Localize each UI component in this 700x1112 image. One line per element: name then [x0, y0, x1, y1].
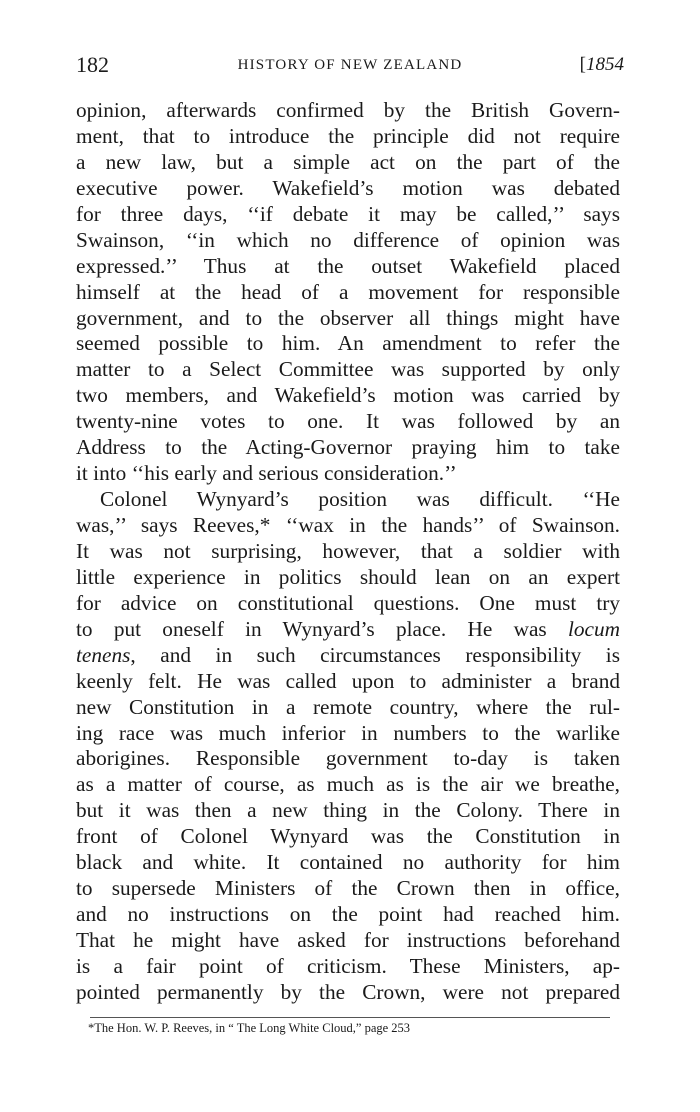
text-line: government, and to the observer all things might have	[76, 305, 620, 330]
year: 1854	[586, 54, 624, 75]
text-line: little experience in politics should lean on an expert	[76, 564, 620, 589]
text-line: himself at the head of a movement for responsible	[76, 279, 620, 304]
text-segment: to put oneself in Wynyard’s place. He was	[76, 616, 568, 641]
text-line: it into ‘‘his early and serious consideration.’’	[76, 461, 457, 486]
text-line: is a fair point of criticism. These Ministers, ap-	[76, 953, 620, 978]
text-line: but it was then a new thing in the Colony. There in	[76, 798, 620, 823]
body-text	[76, 98, 620, 1006]
text-line: executive power. Wakefield’s motion was debated	[76, 175, 620, 200]
footnote-divider	[90, 1017, 610, 1018]
page-number: 182	[76, 52, 109, 77]
text-line: keenly felt. He was called upon to administer a brand	[76, 668, 620, 693]
text-line: ing race was much inferior in numbers to the warlike	[76, 720, 620, 745]
year-bracket: [	[579, 54, 586, 75]
text-line: opinion, afterwards confirmed by the British Govern-	[76, 98, 620, 122]
text-line: seemed possible to him. An amendment to refer the	[76, 331, 620, 356]
text-line: Address to the Acting-Governor praying him to take	[76, 435, 620, 460]
italic-tenens: tenens	[76, 642, 131, 667]
text-line: black and white. It contained no authority for him	[76, 850, 620, 875]
italic-locum: locum	[567, 616, 620, 641]
text-line-with-italic	[76, 643, 620, 669]
text-line: Swainson, ‘‘in which no difference of opinion was	[76, 227, 620, 252]
page-header	[76, 52, 624, 86]
text-line: and no instructions on the point had reached him.	[76, 902, 620, 927]
text-line: twenty-nine votes to one. It was followed by an	[76, 409, 620, 434]
paragraph-start-line: Colonel Wynyard’s position was difficult. ‘‘He	[100, 487, 620, 512]
text-line: That he might have asked for instructions beforehand	[76, 928, 620, 952]
text-line: aborigines. Responsible government to-day is taken	[76, 746, 620, 771]
text-line: It was not surprising, however, that a soldier with	[76, 538, 620, 563]
text-line-with-italic	[76, 617, 620, 643]
footnote: *The Hon. W. P. Reeves, in “ The Long White Cloud,” page 253	[88, 1021, 411, 1035]
text-line: matter to a Select Committee was supported by only	[76, 357, 620, 382]
text-line: to supersede Ministers of the Crown then in office,	[76, 876, 620, 901]
text-line: for advice on constitutional questions. One must try	[76, 590, 620, 615]
running-title: HISTORY OF NEW ZEALAND	[237, 57, 463, 73]
text-line: was,’’ says Reeves,* ‘‘wax in the hands’’ of Swainson.	[76, 513, 620, 537]
text-line: a new law, but a simple act on the part of the	[76, 149, 620, 174]
text-line: new Constitution in a remote country, where the rul-	[76, 694, 620, 719]
year-marker	[580, 54, 624, 76]
text-segment: , and in such circumstances responsibility is	[130, 642, 620, 667]
text-line: as a matter of course, as much as is the air we breathe,	[76, 772, 620, 797]
text-line: front of Colonel Wynyard was the Constitution in	[76, 824, 620, 849]
text-line: two members, and Wakefield’s motion was carried by	[76, 383, 620, 408]
text-line: expressed.’’ Thus at the outset Wakefield placed	[76, 253, 620, 278]
text-line: ment, that to introduce the principle did not require	[76, 123, 620, 148]
text-line: pointed permanently by the Crown, were not prepared	[76, 979, 620, 1004]
text-line: for three days, ‘‘if debate it may be called,’’ says	[76, 201, 620, 226]
